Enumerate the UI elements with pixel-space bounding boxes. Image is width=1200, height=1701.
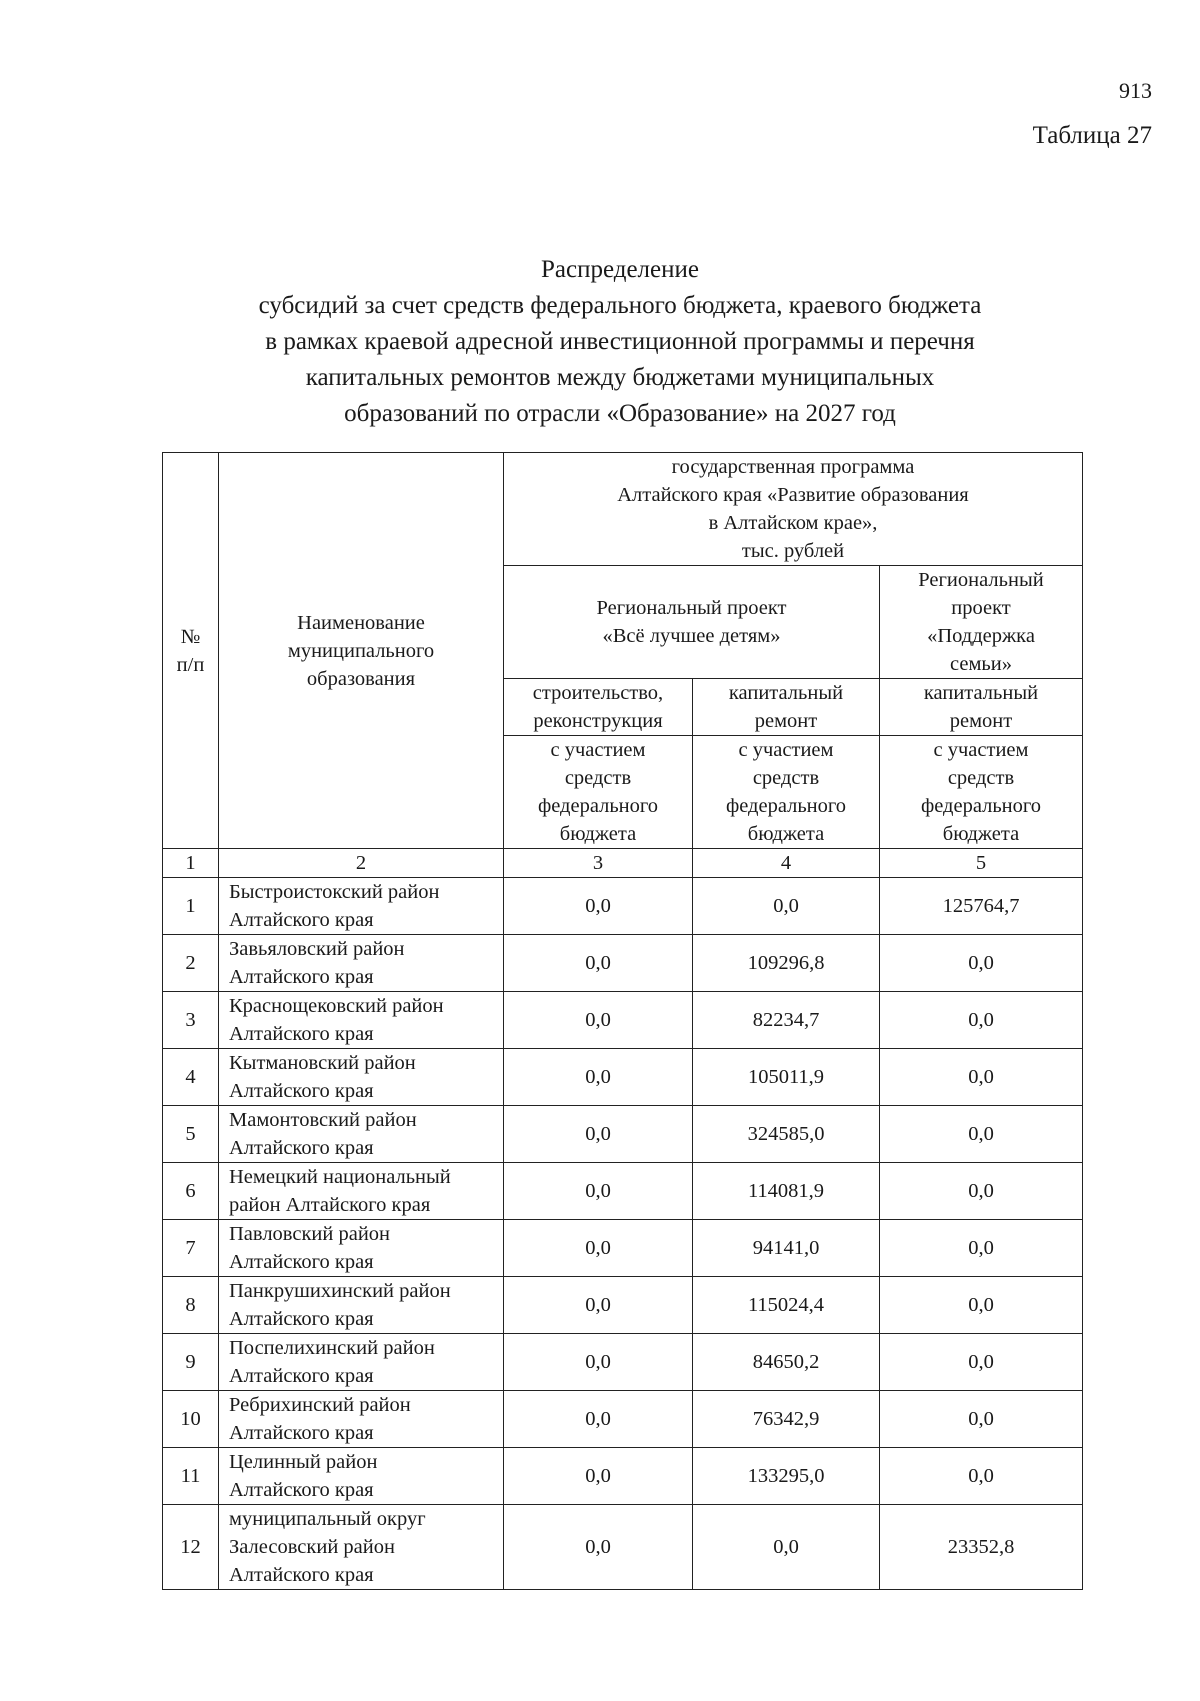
column-index-row bbox=[163, 849, 1083, 878]
header-text: с участием bbox=[738, 739, 834, 761]
name-line: Панкрушихинский район bbox=[229, 1280, 451, 1302]
header-text: федерального bbox=[920, 795, 1042, 817]
name-line: Завьяловский район bbox=[229, 938, 405, 960]
name-line: Краснощековский район bbox=[229, 995, 444, 1017]
header-text: Региональный bbox=[918, 569, 1044, 591]
name-line: Быстроистокский район bbox=[229, 881, 440, 903]
header-text: средств bbox=[947, 767, 1015, 789]
municipality-name bbox=[219, 935, 504, 992]
municipality-name bbox=[219, 992, 504, 1049]
municipality-name bbox=[219, 1220, 504, 1277]
table-row bbox=[163, 878, 1083, 935]
table-row bbox=[163, 1334, 1083, 1391]
value-construction: 0,0 bbox=[504, 1505, 693, 1590]
value-family-repair: 0,0 bbox=[880, 1448, 1083, 1505]
value-repair: 105011,9 bbox=[693, 1049, 880, 1106]
header-federal-participation bbox=[880, 736, 1083, 849]
header-text: бюджета bbox=[942, 823, 1020, 845]
title-line: субсидий за счет средств федерального бюджета, краевого бюджета bbox=[258, 292, 982, 319]
value-construction: 0,0 bbox=[504, 1391, 693, 1448]
name-line: Алтайского края bbox=[229, 1137, 374, 1159]
name-line: Алтайского края bbox=[229, 1564, 374, 1586]
header-text: ремонт bbox=[949, 710, 1013, 732]
header-construction bbox=[504, 679, 693, 736]
value-construction: 0,0 bbox=[504, 1163, 693, 1220]
header-text: средств bbox=[564, 767, 632, 789]
value-construction: 0,0 bbox=[504, 1220, 693, 1277]
value-family-repair: 0,0 bbox=[880, 1106, 1083, 1163]
header-text: тыс. рублей bbox=[741, 540, 845, 562]
subsidy-table bbox=[162, 452, 1083, 1590]
name-line: Павловский район bbox=[229, 1223, 391, 1245]
value-construction: 0,0 bbox=[504, 935, 693, 992]
page-number: 913 bbox=[1119, 78, 1152, 103]
municipality-name bbox=[219, 1391, 504, 1448]
row-number: 7 bbox=[163, 1220, 219, 1277]
value-repair: 76342,9 bbox=[693, 1391, 880, 1448]
municipality-name bbox=[219, 1106, 504, 1163]
row-number: 12 bbox=[163, 1505, 219, 1590]
value-family-repair: 0,0 bbox=[880, 992, 1083, 1049]
header-federal-participation bbox=[693, 736, 880, 849]
municipality-name bbox=[219, 878, 504, 935]
value-repair: 133295,0 bbox=[693, 1448, 880, 1505]
value-construction: 0,0 bbox=[504, 1448, 693, 1505]
header-text: ремонт bbox=[754, 710, 818, 732]
name-line: Алтайского края bbox=[229, 1023, 374, 1045]
name-line: Алтайского края bbox=[229, 1365, 374, 1387]
table-header bbox=[163, 453, 1083, 849]
header-text: п/п bbox=[176, 653, 205, 676]
table-row bbox=[163, 1049, 1083, 1106]
value-construction: 0,0 bbox=[504, 1106, 693, 1163]
header-text: с участием bbox=[933, 739, 1029, 761]
header-federal-participation bbox=[504, 736, 693, 849]
municipality-name bbox=[219, 1448, 504, 1505]
row-number: 10 bbox=[163, 1391, 219, 1448]
value-construction: 0,0 bbox=[504, 1277, 693, 1334]
title-line: образований по отрасли «Образование» на 2027 год bbox=[344, 400, 896, 427]
row-number: 1 bbox=[163, 878, 219, 935]
header-text: «Поддержка bbox=[927, 625, 1035, 647]
header-text: «Всё лучшее детям» bbox=[602, 625, 781, 647]
table-row bbox=[163, 935, 1083, 992]
column-index: 2 bbox=[219, 849, 504, 878]
row-number: 6 bbox=[163, 1163, 219, 1220]
title-line: капитальных ремонтов между бюджетами муниципальных bbox=[305, 364, 935, 391]
table-row bbox=[163, 1220, 1083, 1277]
name-line: Алтайского края bbox=[229, 909, 374, 931]
header-text: в Алтайском крае», bbox=[708, 512, 878, 534]
header-text: реконструкция bbox=[533, 710, 663, 732]
value-family-repair: 23352,8 bbox=[880, 1505, 1083, 1590]
title-line: в рамках краевой адресной инвестиционной программы и перечня bbox=[265, 328, 975, 355]
value-family-repair: 0,0 bbox=[880, 935, 1083, 992]
row-number: 5 bbox=[163, 1106, 219, 1163]
header-text: бюджета bbox=[747, 823, 825, 845]
name-line: Алтайского края bbox=[229, 1422, 374, 1444]
header-text: Наименование bbox=[297, 611, 425, 634]
value-construction: 0,0 bbox=[504, 1334, 693, 1391]
row-number: 3 bbox=[163, 992, 219, 1049]
value-repair: 114081,9 bbox=[693, 1163, 880, 1220]
header-text: капитальный bbox=[728, 682, 844, 704]
name-line: Алтайского края bbox=[229, 1251, 374, 1273]
name-line: район Алтайского края bbox=[229, 1194, 431, 1216]
header-capital-repair bbox=[880, 679, 1083, 736]
table-row bbox=[163, 1106, 1083, 1163]
header-text: федерального bbox=[725, 795, 847, 817]
header-municipality bbox=[219, 453, 504, 849]
header-capital-repair bbox=[693, 679, 880, 736]
table-row bbox=[163, 1448, 1083, 1505]
document-title bbox=[160, 252, 1080, 432]
value-family-repair: 0,0 bbox=[880, 1163, 1083, 1220]
value-repair: 109296,8 bbox=[693, 935, 880, 992]
table-row bbox=[163, 1391, 1083, 1448]
table-row bbox=[163, 992, 1083, 1049]
header-program bbox=[504, 453, 1083, 566]
header-text: государственная программа bbox=[671, 456, 915, 478]
header-text: капитальный bbox=[923, 682, 1039, 704]
row-number: 2 bbox=[163, 935, 219, 992]
table-label: Таблица 27 bbox=[1032, 122, 1152, 149]
value-repair: 0,0 bbox=[693, 1505, 880, 1590]
value-construction: 0,0 bbox=[504, 1049, 693, 1106]
table-body bbox=[163, 849, 1083, 1590]
name-line: Ребрихинский район bbox=[229, 1394, 411, 1416]
value-construction: 0,0 bbox=[504, 878, 693, 935]
value-family-repair: 0,0 bbox=[880, 1391, 1083, 1448]
header-text: муниципального bbox=[287, 639, 435, 662]
name-line: Немецкий национальный bbox=[229, 1166, 451, 1188]
header-text: бюджета bbox=[559, 823, 637, 845]
value-repair: 324585,0 bbox=[693, 1106, 880, 1163]
name-line: Алтайского края bbox=[229, 966, 374, 988]
municipality-name bbox=[219, 1334, 504, 1391]
table-row bbox=[163, 1163, 1083, 1220]
header-project-best-for-children bbox=[504, 566, 880, 679]
table-row bbox=[163, 1277, 1083, 1334]
header-text: федерального bbox=[537, 795, 659, 817]
header-text: строительство, bbox=[532, 682, 664, 704]
municipality-name bbox=[219, 1163, 504, 1220]
value-family-repair: 125764,7 bbox=[880, 878, 1083, 935]
header-text: Алтайского края «Развитие образования bbox=[617, 484, 969, 506]
value-repair: 82234,7 bbox=[693, 992, 880, 1049]
value-family-repair: 0,0 bbox=[880, 1220, 1083, 1277]
value-repair: 94141,0 bbox=[693, 1220, 880, 1277]
municipality-name bbox=[219, 1505, 504, 1590]
value-repair: 0,0 bbox=[693, 878, 880, 935]
value-repair: 84650,2 bbox=[693, 1334, 880, 1391]
header-text: образования bbox=[306, 667, 416, 690]
header-project-family-support bbox=[880, 566, 1083, 679]
municipality-name bbox=[219, 1049, 504, 1106]
name-line: Залесовский район bbox=[229, 1536, 395, 1558]
row-number: 4 bbox=[163, 1049, 219, 1106]
value-construction: 0,0 bbox=[504, 992, 693, 1049]
name-line: Алтайского края bbox=[229, 1080, 374, 1102]
column-index: 3 bbox=[504, 849, 693, 878]
header-text: средств bbox=[752, 767, 820, 789]
name-line: Алтайского края bbox=[229, 1308, 374, 1330]
value-family-repair: 0,0 bbox=[880, 1334, 1083, 1391]
row-number: 8 bbox=[163, 1277, 219, 1334]
name-line: Кытмановский район bbox=[229, 1052, 416, 1074]
column-index: 1 bbox=[163, 849, 219, 878]
row-number: 9 bbox=[163, 1334, 219, 1391]
row-number: 11 bbox=[163, 1448, 219, 1505]
municipality-name bbox=[219, 1277, 504, 1334]
header-text: № bbox=[180, 625, 201, 648]
column-index: 4 bbox=[693, 849, 880, 878]
name-line: Алтайского края bbox=[229, 1479, 374, 1501]
header-text: проект bbox=[951, 597, 1011, 619]
header-text: Региональный проект bbox=[596, 597, 787, 619]
name-line: Целинный район bbox=[229, 1451, 378, 1473]
name-line: Поспелихинский район bbox=[229, 1337, 435, 1359]
table-row bbox=[163, 1505, 1083, 1590]
value-family-repair: 0,0 bbox=[880, 1049, 1083, 1106]
column-index: 5 bbox=[880, 849, 1083, 878]
header-number bbox=[163, 453, 219, 849]
value-family-repair: 0,0 bbox=[880, 1277, 1083, 1334]
title-line: Распределение bbox=[541, 256, 699, 283]
name-line: муниципальный округ bbox=[229, 1508, 426, 1530]
value-repair: 115024,4 bbox=[693, 1277, 880, 1334]
header-text: с участием bbox=[550, 739, 646, 761]
name-line: Мамонтовский район bbox=[229, 1109, 417, 1131]
header-text: семьи» bbox=[950, 653, 1012, 675]
